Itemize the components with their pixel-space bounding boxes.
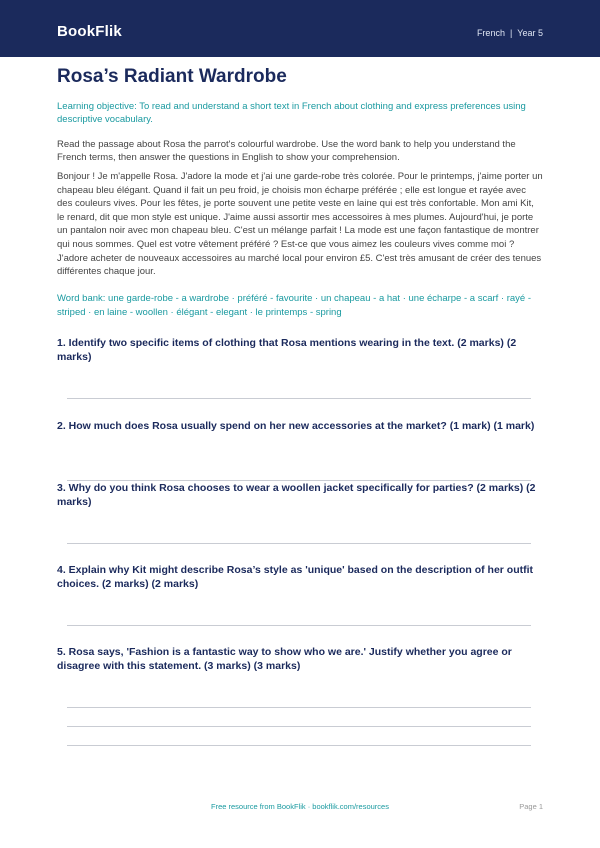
word-bank: Word bank: une garde-robe - a wardrobe · préféré - favourite · un chapeau - a hat · une écharpe - a scarf · rayé - striped · en laine - woollen · élégant - elegant · le printemps - spring (57, 293, 532, 318)
footer-credit: Free resource from BookFlik · bookflik.com/resources (211, 802, 389, 811)
subject-label: French (476, 28, 505, 38)
answer-line[interactable] (67, 625, 531, 626)
learning-objective: Learning objective: To read and understand a short text in French about clothing and express preferences using descriptive vocabulary. (57, 101, 526, 125)
page-number: Page 1 (519, 802, 543, 811)
question-4: 4. Explain why Kit might describe Rosa’s style as 'unique' based on the description of her outfit choices. (2 marks) (2 marks) (57, 564, 534, 590)
reading-passage: Bonjour ! Je m'appelle Rosa. J'adore la mode et j'ai une garde-robe très colorée. Pour le printemps, j'aime porter un chapeau bleu élégant. Quand il fait un peu froid, je choisis mon écharpe préférée ; elle est longue et rayée avec des couleurs vives. Pour les fêtes, je porte souvent une petite veste en laine qui est très confortable. Mon ami Kit, le renard, dit que mon style est unique. J'aime aussi assortir mes accessoires à mes plumes. Aujourd'hui, je porte un pantalon noir avec mon chapeau bleu. C'est un mélange parfait ! La mode est une façon fantastique de montrer qui nous sommes. Quel est votre vêtement préféré ? Est-ce que vous aimez les couleurs vives comme moi ? J'adore acheter de nouveaux accessoires au marché local pour environ £5. C'est très amusant de créer des tenues différentes chaque jour. (57, 171, 543, 278)
answer-line[interactable] (67, 745, 531, 746)
answer-line[interactable] (67, 707, 531, 708)
brand-logo: BookFlik (57, 23, 122, 40)
year-label: Year 5 (517, 28, 543, 38)
instructions: Read the passage about Rosa the parrot's colourful wardrobe. Use the word bank to help you understand the French terms, then answer the questions in English to show your comprehension. (57, 139, 516, 163)
page-title: Rosa’s Radiant Wardrobe (57, 66, 287, 87)
question-3: 3. Why do you think Rosa chooses to wear a woollen jacket specifically for parties? (2 marks) (2 marks) (57, 482, 536, 508)
meta-separator: | (509, 28, 513, 38)
header-bar (0, 0, 600, 57)
subject-year-label (477, 28, 543, 38)
answer-line[interactable] (67, 398, 531, 399)
question-1: 1. Identify two specific items of clothing that Rosa mentions wearing in the text. (2 marks) (2 marks) (57, 337, 517, 363)
answer-line[interactable] (67, 726, 531, 727)
question-2: 2. How much does Rosa usually spend on her new accessories at the market? (1 mark) (1 mark) (57, 420, 535, 432)
answer-line[interactable] (67, 543, 531, 544)
question-5: 5. Rosa says, 'Fashion is a fantastic way to show who we are.' Justify whether you agree or disagree with this statement. (3 marks) (3 marks) (57, 646, 512, 672)
